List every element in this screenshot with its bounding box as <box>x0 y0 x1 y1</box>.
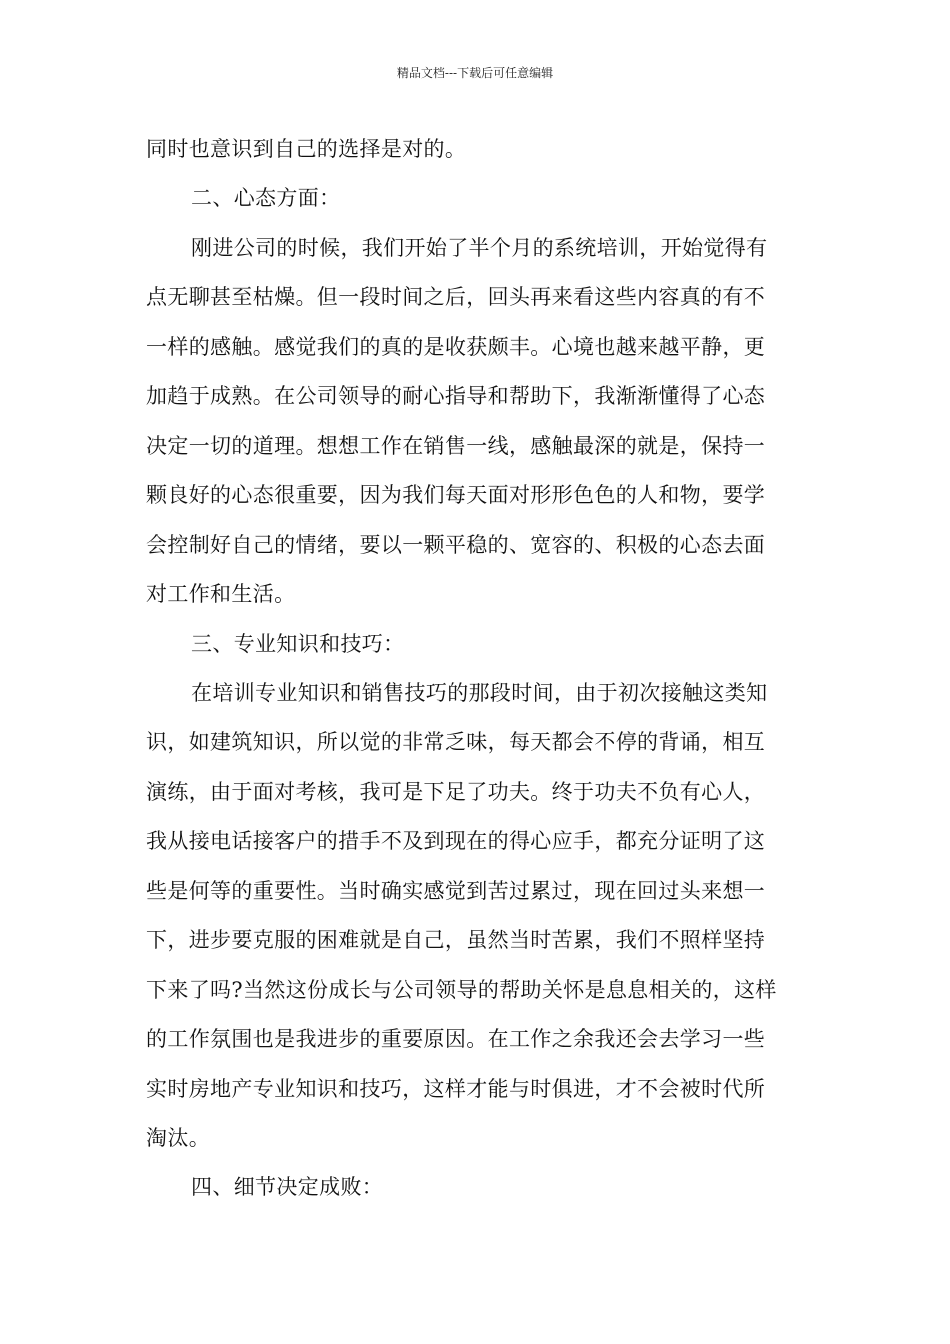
text-line: 识，如建筑知识，所以觉的非常乏味，每天都会不停的背诵，相互 <box>146 730 766 755</box>
text-line: 一样的感触。感觉我们的真的是收获颇丰。心境也越来越平静，更 <box>146 334 766 359</box>
text-line: 点无聊甚至枯燥。但一段时间之后，回头再来看这些内容真的有不 <box>146 285 766 310</box>
text-line: 二、心态方面： <box>191 186 341 211</box>
text-line: 加趋于成熟。在公司领导的耐心指导和帮助下，我渐渐懂得了心态 <box>146 384 766 409</box>
text-line: 刚进公司的时候，我们开始了半个月的系统培训，开始觉得有 <box>191 235 768 260</box>
text-line: 决定一切的道理。想想工作在销售一线，感触最深的就是，保持一 <box>146 433 766 458</box>
text-line: 我从接电话接客户的措手不及到现在的得心应手，都充分证明了这 <box>146 829 766 854</box>
text-line: 的工作氛围也是我进步的重要原因。在工作之余我还会去学习一些 <box>146 1027 766 1052</box>
text-line: 对工作和生活。 <box>146 582 296 607</box>
text-line: 实时房地产专业知识和技巧，这样才能与时俱进，才不会被时代所 <box>146 1076 766 1101</box>
page-header: 精品文档---下载后可任意编辑 <box>396 66 554 80</box>
text-line: 下，进步要克服的困难就是自己，虽然当时苦累，我们不照样坚持 <box>146 928 766 953</box>
text-line: 同时也意识到自己的选择是对的。 <box>146 137 467 161</box>
text-line: 三、专业知识和技巧： <box>191 631 405 656</box>
text-line: 演练，由于面对考核，我可是下足了功夫。终于功夫不负有心人， <box>146 779 766 804</box>
text-line: 淘汰。 <box>146 1126 211 1150</box>
text-line: 四、细节决定成败： <box>191 1175 384 1200</box>
text-line: 些是何等的重要性。当时确实感觉到苦过累过，现在回过头来想一 <box>146 878 766 903</box>
text-line: 下来了吗?当然这份成长与公司领导的帮助关怀是息息相关的，这样 <box>146 977 777 1002</box>
text-line: 在培训专业知识和销售技巧的那段时间，由于初次接触这类知 <box>191 680 768 705</box>
text-line: 颗良好的心态很重要，因为我们每天面对形形色色的人和物，要学 <box>146 483 766 508</box>
text-line: 会控制好自己的情绪，要以一颗平稳的、宽容的、积极的心态去面 <box>146 532 766 557</box>
